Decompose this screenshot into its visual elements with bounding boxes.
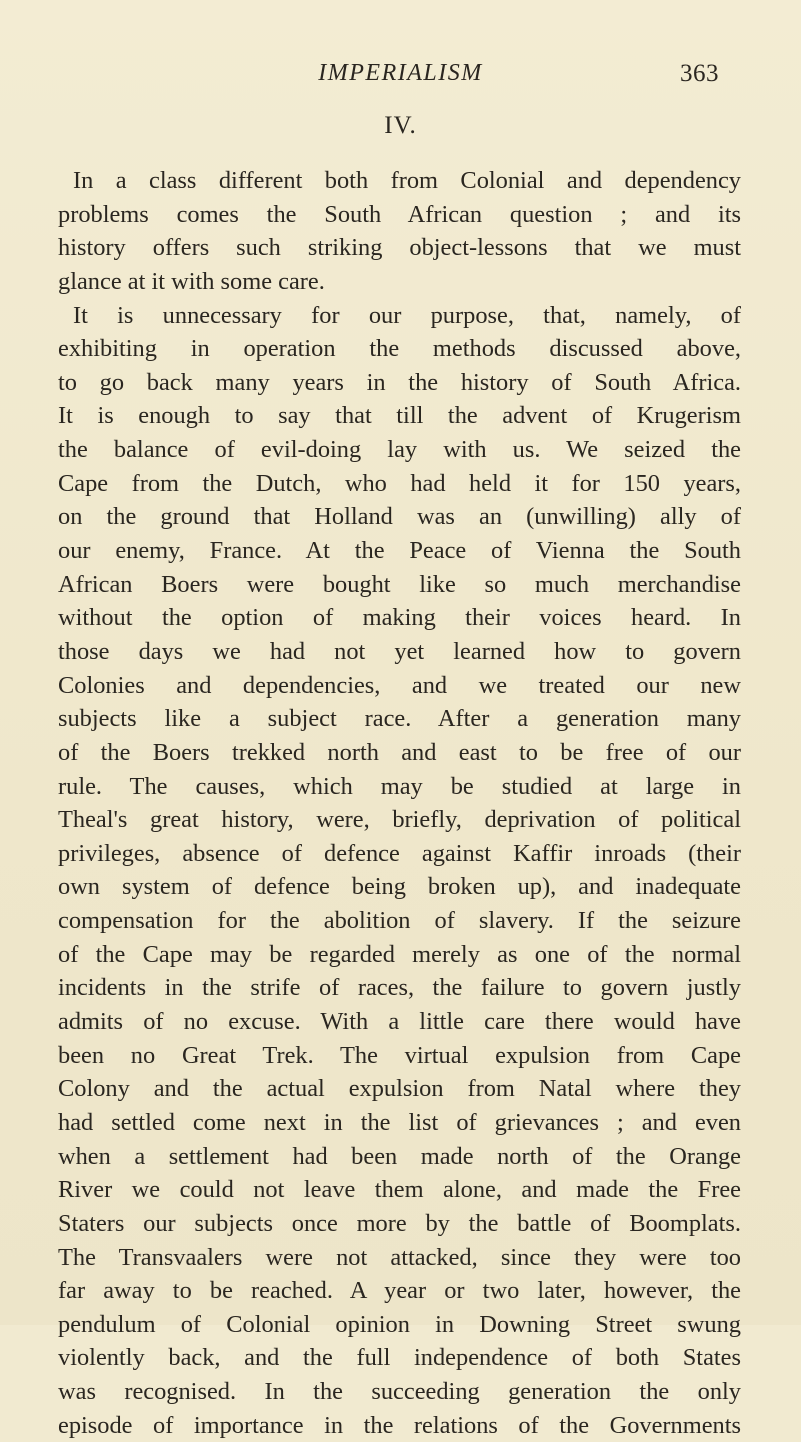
text-line: those days we had not yet learned how to govern: [58, 637, 741, 665]
text-line: compensation for the abolition of slavery. If the seizure: [58, 907, 741, 935]
text-line: rule. The causes, which may be studied at large in: [58, 772, 741, 800]
text-line: In a class different both from Colonial and dependency: [73, 167, 741, 194]
text-line: to go back many years in the history of South Africa.: [58, 368, 741, 396]
text-line: privileges, absence of defence against Kaffir inroads (their: [58, 839, 741, 867]
text-line: Cape from the Dutch, who had held it for 150 years,: [58, 469, 741, 497]
body-text: [58, 164, 741, 1442]
text-line: problems comes the South African question ; and its: [58, 200, 741, 228]
running-title: IMPERIALISM: [318, 60, 483, 86]
text-line: glance at it with some care.: [58, 267, 325, 295]
text-line: of the Boers trekked north and east to be free of our: [58, 738, 741, 766]
text-line: without the option of making their voices heard. In: [58, 604, 741, 632]
text-line: Staters our subjects once more by the battle of Boomplats.: [58, 1209, 741, 1237]
text-line: pendulum of Colonial opinion in Downing Street swung: [58, 1310, 741, 1338]
section-heading: IV.: [384, 112, 417, 139]
text-line: River we could not leave them alone, and made the Free: [58, 1176, 741, 1204]
text-line: admits of no excuse. With a little care there would have: [58, 1008, 741, 1036]
text-line: own system of defence being broken up), and inadequate: [58, 873, 741, 901]
text-line: been no Great Trek. The virtual expulsion from Cape: [58, 1041, 741, 1069]
text-line: history offers such striking object-lessons that we must: [58, 234, 741, 262]
text-line: Theal's great history, were, briefly, deprivation of political: [58, 806, 741, 834]
page-number: 363: [680, 60, 719, 87]
text-line: our enemy, France. At the Peace of Vienna the South: [58, 537, 741, 565]
text-line: Colonies and dependencies, and we treated our new: [58, 671, 741, 699]
text-line: The Transvaalers were not attacked, since they were too: [58, 1243, 741, 1271]
text-line: of the Cape may be regarded merely as one of the normal: [58, 940, 741, 968]
text-line: Colony and the actual expulsion from Natal where they: [58, 1075, 741, 1103]
running-head: [0, 60, 801, 94]
text-line: the balance of evil-doing lay with us. We seized the: [58, 436, 741, 464]
text-line: incidents in the strife of races, the failure to govern justly: [58, 974, 741, 1002]
text-line: on the ground that Holland was an (unwilling) ally of: [58, 503, 741, 531]
text-line: It is enough to say that till the advent of Krugerism: [58, 402, 741, 430]
text-line: subjects like a subject race. After a generation many: [58, 705, 741, 733]
text-line: exhibiting in operation the methods discussed above,: [58, 335, 741, 363]
text-line: violently back, and the full independence of both States: [58, 1344, 741, 1372]
text-line: far away to be reached. A year or two later, however, the: [58, 1277, 741, 1305]
text-line: was recognised. In the succeeding generation the only: [58, 1378, 741, 1406]
text-line: African Boers were bought like so much merchandise: [58, 570, 741, 598]
text-line: had settled come next in the list of grievances ; and even: [58, 1108, 741, 1136]
text-line: It is unnecessary for our purpose, that, namely, of: [73, 301, 741, 329]
text-line: episode of importance in the relations of the Governments: [58, 1411, 741, 1439]
text-line: when a settlement had been made north of the Orange: [58, 1142, 741, 1170]
